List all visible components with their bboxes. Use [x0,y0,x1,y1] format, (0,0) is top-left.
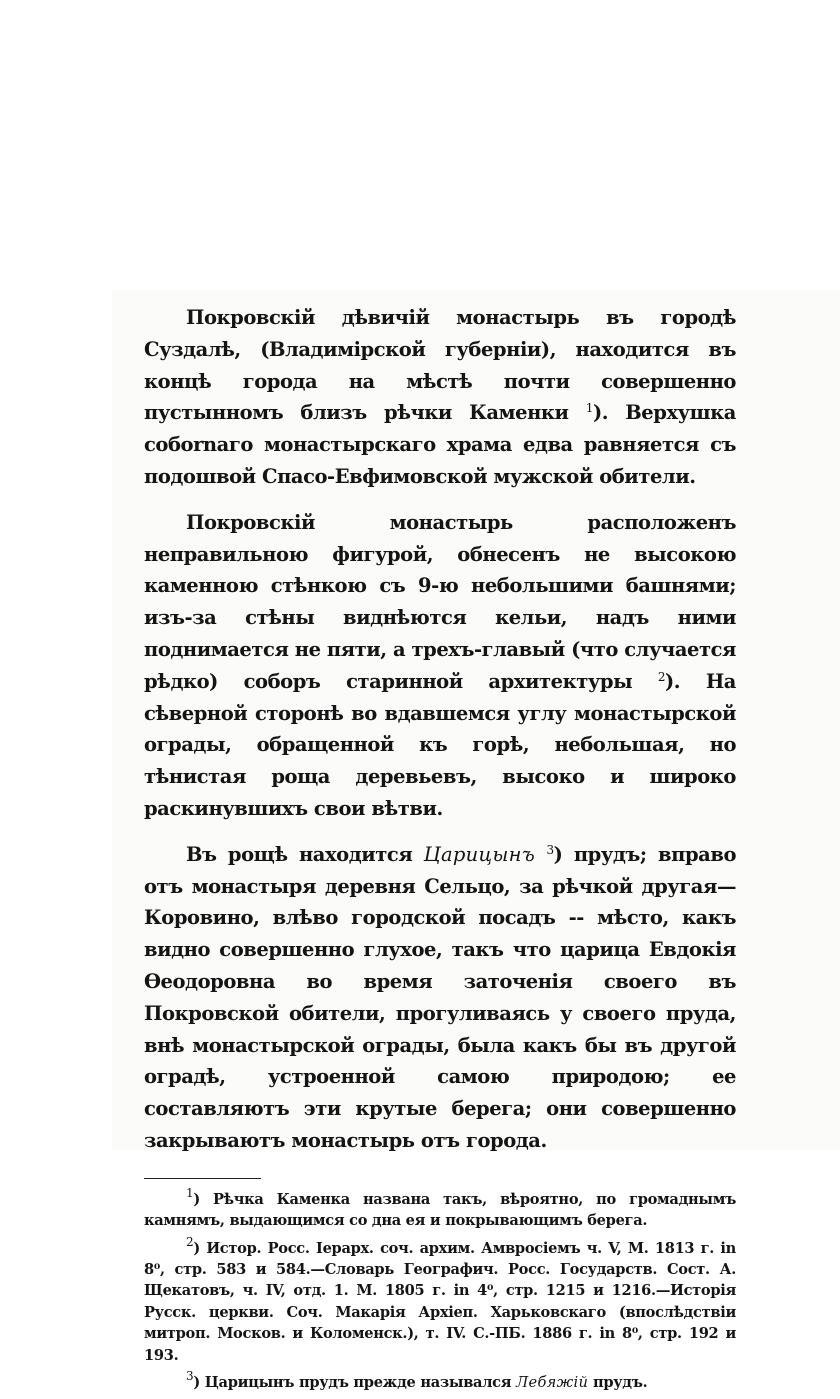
footnote-1 [144,1185,736,1232]
paragraph-1-text-cont: ). Верхушка собornaго монастырскаго храма едва равняется съ подошвой Спасо-Евфимовской мужской обители. [144,401,736,488]
paragraph-1 [144,302,736,493]
footnote-2-number: 2 [186,1234,194,1249]
footnote-3-text-cont: прудъ. [588,1373,648,1391]
paragraph-3-italic: Царицынъ [423,842,536,866]
footnote-ref-3: 3 [546,842,554,857]
paragraph-2-text-cont: ). На сѣверной сторонѣ во вдавшемся углу монастырской ограды, обращенной къ горѣ, небольшая, но тѣнистая роща деревьевъ, высоко и широко раскинувшихъ свои вѣтви. [144,669,736,820]
footnote-1-text: ) Рѣчка Каменка названа такъ, вѣроятно, по громаднымъ камнямъ, выдающимся со дна ея и покрывающимъ берега. [144,1190,736,1230]
paragraph-3-text: Въ рощѣ находится [186,842,424,866]
footnote-2-text: ) Истор. Росс. Іерарх. соч. архим. Амвросіемъ ч. V, М. 1813 г. in 8⁰, стр. 583 и 584.—Словарь Географич. Росс. Государств. Сост. А. Щекатовъ, ч. IV, отд. 1. М. 1805 г. in 4⁰, стр. 1215 и 1216.—Исторія Русск. церкви. Соч. Макарія Архіеп. Харьковскаго (впослѣдствіи митроп. Москов. и Коломенск.), т. IV. С.-ПБ. 1886 г. in 8⁰, стр. 192 и 193. [144,1239,736,1364]
document-body [144,302,736,1399]
footnote-3-number: 3 [186,1368,194,1383]
paragraph-3-text-cont: ) прудъ; вправо отъ монастыря деревня Сельцо, за рѣчкой другая—Коровино, влѣво городской посадъ -- мѣсто, какъ видно совершенно глухое, такъ что царица Евдокія Ѳеодоровна во время заточенія своего въ Покровской обители, прогуливаясь у своего пруда, внѣ монастырской ограды, была какъ бы въ другой оградѣ, устроенной самою природою; ее составляютъ эти крутые берега; они совершенно закрываютъ монастырь отъ города. [144,842,736,1152]
footnote-divider [144,1178,261,1179]
footnote-1-number: 1 [186,1185,194,1200]
footnote-3 [144,1368,736,1393]
paragraph-1-text: Покровскій дѣвичій монастырь въ городѣ Суздалѣ, (Владимірской губерніи), находится въ концѣ города на мѣстѣ почти совершенно пустынномъ близъ рѣчки Каменки [144,306,736,425]
paragraph-2-text: Покровскій монастырь расположенъ неправильною фигурой, обнесенъ не высокою каменною стѣнкою съ 9-ю небольшими башнями; изъ-за стѣны виднѣются кельи, надъ ними поднимается не пяти, а трехъ-главый (что случается рѣдко) соборъ старинной архитектуры [144,510,736,693]
footnote-3-text: ) Царицынъ прудъ прежде назывался [193,1373,517,1391]
footnote-3-italic: Лебяжій [516,1373,589,1391]
paragraph-2 [144,507,736,825]
paragraph-3 [144,839,736,1157]
footnote-ref-2: 2 [657,669,666,684]
footnote-2 [144,1234,736,1366]
footnote-ref-1: 1 [585,401,593,416]
